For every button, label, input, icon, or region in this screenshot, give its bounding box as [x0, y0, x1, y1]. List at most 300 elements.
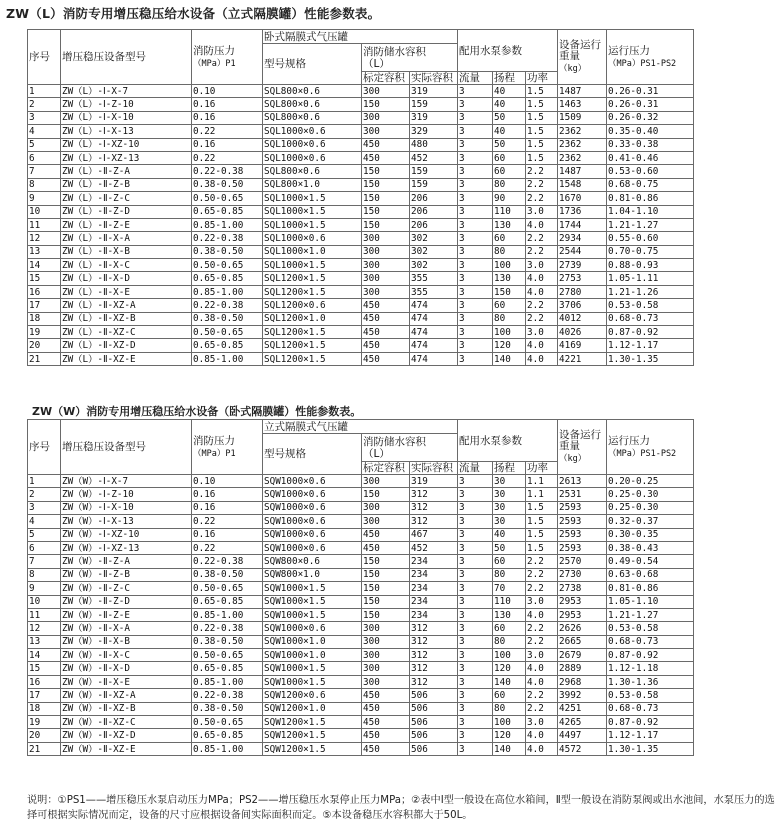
cell-power: 4.0 [526, 729, 558, 742]
cell-flow: 3 [458, 312, 493, 325]
cell-power: 1.5 [526, 541, 558, 554]
cell-model: ZW（W）-Ⅰ-X-7 [61, 475, 192, 488]
table-row [28, 138, 694, 151]
cell-fire-pressure: 0.22 [192, 125, 263, 138]
cell-store-actual: 312 [410, 635, 458, 648]
cell-store-actual: 206 [410, 205, 458, 218]
cell-fire-pressure: 0.85-1.00 [192, 218, 263, 231]
cell-seq: 6 [28, 151, 61, 164]
cell-model: ZW（L）-Ⅰ-XZ-10 [61, 138, 192, 151]
cell-weight: 1744 [558, 218, 607, 231]
cell-weight: 2531 [558, 488, 607, 501]
header-flow: 流量 [458, 72, 493, 85]
cell-tank-model: SQL1200×1.0 [263, 312, 362, 325]
cell-flow: 3 [458, 218, 493, 231]
cell-fire-pressure: 0.65-0.85 [192, 339, 263, 352]
cell-store-actual: 474 [410, 312, 458, 325]
cell-head: 140 [493, 675, 526, 688]
cell-fire-pressure: 0.10 [192, 475, 263, 488]
cell-model: ZW（W）-Ⅱ-X-E [61, 675, 192, 688]
cell-store-standard: 300 [362, 662, 410, 675]
cell-weight: 2968 [558, 675, 607, 688]
cell-seq: 3 [28, 111, 61, 124]
cell-fire-pressure: 0.85-1.00 [192, 285, 263, 298]
table1-body [28, 85, 694, 366]
cell-head: 140 [493, 352, 526, 365]
cell-power: 4.0 [526, 675, 558, 688]
cell-seq: 20 [28, 729, 61, 742]
cell-op-pressure: 0.41-0.46 [607, 151, 694, 164]
cell-head: 40 [493, 528, 526, 541]
table-row [28, 178, 694, 191]
cell-power: 1.5 [526, 528, 558, 541]
header-fire-pressure-unit: （MPa）P1 [193, 448, 236, 459]
cell-seq: 2 [28, 98, 61, 111]
cell-model: ZW（W）-Ⅰ-X-10 [61, 501, 192, 514]
cell-model: ZW（W）-Ⅱ-Z-E [61, 608, 192, 621]
cell-model: ZW（W）-Ⅱ-XZ-D [61, 729, 192, 742]
cell-fire-pressure: 0.22 [192, 515, 263, 528]
cell-tank-model: SQL1200×0.6 [263, 299, 362, 312]
cell-op-pressure: 0.25-0.30 [607, 488, 694, 501]
cell-op-pressure: 1.30-1.35 [607, 742, 694, 755]
cell-store-standard: 300 [362, 232, 410, 245]
cell-seq: 15 [28, 272, 61, 285]
table-row [28, 165, 694, 178]
cell-fire-pressure: 0.16 [192, 138, 263, 151]
cell-head: 70 [493, 582, 526, 595]
table-row [28, 98, 694, 111]
cell-store-actual: 312 [410, 515, 458, 528]
cell-model: ZW（W）-Ⅰ-XZ-13 [61, 541, 192, 554]
cell-seq: 13 [28, 245, 61, 258]
cell-model: ZW（W）-Ⅱ-Z-D [61, 595, 192, 608]
table-row [28, 622, 694, 635]
cell-model: ZW（W）-Ⅱ-X-D [61, 662, 192, 675]
cell-store-standard: 300 [362, 85, 410, 98]
cell-fire-pressure: 0.50-0.65 [192, 192, 263, 205]
cell-fire-pressure: 0.22-0.38 [192, 555, 263, 568]
header-store-actual: 实际容积 [410, 72, 458, 85]
cell-seq: 17 [28, 689, 61, 702]
cell-power: 4.0 [526, 662, 558, 675]
cell-store-standard: 450 [362, 689, 410, 702]
cell-weight: 2362 [558, 138, 607, 151]
cell-fire-pressure: 0.65-0.85 [192, 205, 263, 218]
cell-flow: 3 [458, 716, 493, 729]
cell-store-actual: 474 [410, 326, 458, 339]
cell-op-pressure: 1.05-1.11 [607, 272, 694, 285]
table-row [28, 742, 694, 755]
table-row [28, 702, 694, 715]
cell-flow: 3 [458, 85, 493, 98]
cell-seq: 18 [28, 312, 61, 325]
cell-tank-model: SQL800×1.0 [263, 178, 362, 191]
cell-head: 60 [493, 622, 526, 635]
cell-op-pressure: 0.88-0.93 [607, 259, 694, 272]
cell-weight: 2362 [558, 151, 607, 164]
header-head: 扬程 [493, 72, 526, 85]
cell-model: ZW（L）-Ⅱ-Z-B [61, 178, 192, 191]
table-row [28, 299, 694, 312]
cell-model: ZW（L）-Ⅱ-X-B [61, 245, 192, 258]
cell-weight: 4169 [558, 339, 607, 352]
header-power: 功率 [526, 462, 558, 475]
cell-fire-pressure: 0.16 [192, 488, 263, 501]
cell-fire-pressure: 0.22-0.38 [192, 232, 263, 245]
header-model: 增压稳压设备型号 [61, 30, 192, 85]
header-power: 功率 [526, 72, 558, 85]
cell-op-pressure: 0.49-0.54 [607, 555, 694, 568]
table-row [28, 635, 694, 648]
cell-power: 3.0 [526, 326, 558, 339]
cell-fire-pressure: 0.16 [192, 98, 263, 111]
cell-flow: 3 [458, 272, 493, 285]
cell-flow: 3 [458, 515, 493, 528]
cell-power: 4.0 [526, 608, 558, 621]
cell-seq: 1 [28, 475, 61, 488]
cell-op-pressure: 0.53-0.58 [607, 689, 694, 702]
header-store-label: 消防储水容积 [363, 45, 426, 58]
cell-tank-model: SQW1000×1.5 [263, 595, 362, 608]
cell-weight: 3992 [558, 689, 607, 702]
cell-model: ZW（W）-Ⅰ-Z-10 [61, 488, 192, 501]
cell-flow: 3 [458, 245, 493, 258]
header-store-standard: 标定容积 [362, 462, 410, 475]
cell-power: 1.1 [526, 488, 558, 501]
cell-flow: 3 [458, 742, 493, 755]
cell-model: ZW（L）-Ⅱ-Z-E [61, 218, 192, 231]
cell-op-pressure: 0.30-0.35 [607, 528, 694, 541]
cell-head: 140 [493, 742, 526, 755]
cell-tank-model: SQW1000×0.6 [263, 528, 362, 541]
cell-seq: 10 [28, 595, 61, 608]
cell-head: 80 [493, 312, 526, 325]
table-row [28, 568, 694, 581]
cell-power: 3.0 [526, 259, 558, 272]
cell-op-pressure: 1.21-1.26 [607, 285, 694, 298]
cell-tank-model: SQW1200×1.5 [263, 729, 362, 742]
cell-store-standard: 150 [362, 568, 410, 581]
header-weight-label: 设备运行重量 [559, 428, 601, 452]
cell-store-actual: 467 [410, 528, 458, 541]
cell-op-pressure: 0.87-0.92 [607, 649, 694, 662]
cell-tank-model: SQW1200×0.6 [263, 689, 362, 702]
cell-store-actual: 312 [410, 675, 458, 688]
cell-weight: 1509 [558, 111, 607, 124]
cell-weight: 2780 [558, 285, 607, 298]
cell-tank-model: SQL1000×1.5 [263, 259, 362, 272]
cell-seq: 14 [28, 259, 61, 272]
cell-store-actual: 452 [410, 541, 458, 554]
cell-flow: 3 [458, 582, 493, 595]
header-tank-model: 型号规格 [263, 434, 362, 475]
cell-model: ZW（W）-Ⅱ-Z-A [61, 555, 192, 568]
cell-op-pressure: 1.21-1.27 [607, 218, 694, 231]
cell-store-actual: 474 [410, 299, 458, 312]
cell-tank-model: SQL1000×1.5 [263, 218, 362, 231]
cell-model: ZW（L）-Ⅱ-X-C [61, 259, 192, 272]
cell-store-actual: 206 [410, 192, 458, 205]
cell-store-actual: 474 [410, 339, 458, 352]
header-fire-pressure-label: 消防压力 [193, 434, 235, 447]
cell-weight: 1487 [558, 165, 607, 178]
header-op-pressure-unit: （MPa）PS1-PS2 [608, 58, 677, 69]
cell-weight: 2570 [558, 555, 607, 568]
table-row [28, 501, 694, 514]
cell-weight: 2739 [558, 259, 607, 272]
cell-store-standard: 450 [362, 151, 410, 164]
cell-store-actual: 474 [410, 352, 458, 365]
cell-store-actual: 302 [410, 245, 458, 258]
cell-model: ZW（L）-Ⅱ-XZ-D [61, 339, 192, 352]
cell-seq: 21 [28, 742, 61, 755]
cell-store-standard: 300 [362, 635, 410, 648]
cell-weight: 2626 [558, 622, 607, 635]
table-row [28, 326, 694, 339]
table-row [28, 555, 694, 568]
cell-weight: 2593 [558, 501, 607, 514]
cell-head: 40 [493, 85, 526, 98]
table-row [28, 541, 694, 554]
cell-op-pressure: 0.38-0.43 [607, 541, 694, 554]
cell-flow: 3 [458, 192, 493, 205]
cell-fire-pressure: 0.16 [192, 501, 263, 514]
cell-model: ZW（L）-Ⅱ-Z-D [61, 205, 192, 218]
cell-flow: 3 [458, 689, 493, 702]
cell-head: 100 [493, 259, 526, 272]
cell-head: 40 [493, 125, 526, 138]
cell-power: 2.2 [526, 582, 558, 595]
cell-flow: 3 [458, 541, 493, 554]
cell-tank-model: SQL800×0.6 [263, 85, 362, 98]
cell-tank-model: SQW1000×1.5 [263, 662, 362, 675]
cell-store-standard: 300 [362, 501, 410, 514]
cell-fire-pressure: 0.10 [192, 85, 263, 98]
cell-power: 3.0 [526, 716, 558, 729]
cell-seq: 13 [28, 635, 61, 648]
cell-op-pressure: 0.33-0.38 [607, 138, 694, 151]
cell-tank-model: SQL1200×1.5 [263, 285, 362, 298]
cell-weight: 4572 [558, 742, 607, 755]
cell-flow: 3 [458, 675, 493, 688]
cell-head: 110 [493, 595, 526, 608]
cell-head: 130 [493, 218, 526, 231]
cell-store-actual: 312 [410, 488, 458, 501]
cell-seq: 11 [28, 608, 61, 621]
header-op-pressure [607, 420, 694, 475]
cell-weight: 1463 [558, 98, 607, 111]
cell-tank-model: SQW1000×0.6 [263, 475, 362, 488]
cell-weight: 1736 [558, 205, 607, 218]
cell-power: 4.0 [526, 218, 558, 231]
cell-head: 120 [493, 729, 526, 742]
table-row [28, 339, 694, 352]
cell-flow: 3 [458, 165, 493, 178]
table-row [28, 729, 694, 742]
cell-power: 2.2 [526, 178, 558, 191]
cell-store-standard: 150 [362, 595, 410, 608]
cell-head: 50 [493, 541, 526, 554]
cell-store-standard: 150 [362, 218, 410, 231]
cell-store-actual: 329 [410, 125, 458, 138]
cell-head: 110 [493, 205, 526, 218]
cell-head: 130 [493, 272, 526, 285]
cell-model: ZW（L）-Ⅱ-X-D [61, 272, 192, 285]
cell-store-standard: 150 [362, 98, 410, 111]
cell-tank-model: SQL1000×1.0 [263, 245, 362, 258]
header-fire-pressure [192, 30, 263, 85]
cell-weight: 2934 [558, 232, 607, 245]
cell-power: 2.2 [526, 312, 558, 325]
cell-power: 3.0 [526, 649, 558, 662]
spec-table-2 [27, 419, 694, 756]
cell-flow: 3 [458, 352, 493, 365]
header-op-pressure-label: 运行压力 [608, 434, 650, 447]
cell-tank-model: SQL1000×0.6 [263, 151, 362, 164]
cell-op-pressure: 0.53-0.58 [607, 299, 694, 312]
cell-flow: 3 [458, 178, 493, 191]
cell-store-standard: 300 [362, 111, 410, 124]
cell-store-standard: 300 [362, 475, 410, 488]
cell-weight: 4497 [558, 729, 607, 742]
cell-flow: 3 [458, 138, 493, 151]
cell-power: 1.5 [526, 151, 558, 164]
cell-op-pressure: 1.12-1.18 [607, 662, 694, 675]
cell-store-standard: 300 [362, 272, 410, 285]
header-tank-group: 立式隔膜式气压罐 [263, 420, 458, 434]
cell-model: ZW（W）-Ⅱ-X-A [61, 622, 192, 635]
cell-weight: 2953 [558, 595, 607, 608]
header-store-actual: 实际容积 [410, 462, 458, 475]
cell-op-pressure: 0.81-0.86 [607, 192, 694, 205]
header-store-volume [362, 44, 458, 72]
cell-seq: 19 [28, 326, 61, 339]
cell-store-actual: 506 [410, 716, 458, 729]
cell-model: ZW（L）-Ⅱ-X-E [61, 285, 192, 298]
cell-op-pressure: 0.53-0.58 [607, 622, 694, 635]
cell-store-standard: 150 [362, 192, 410, 205]
cell-power: 4.0 [526, 285, 558, 298]
cell-store-standard: 450 [362, 742, 410, 755]
cell-store-actual: 480 [410, 138, 458, 151]
cell-store-actual: 312 [410, 649, 458, 662]
cell-power: 2.2 [526, 245, 558, 258]
cell-head: 30 [493, 488, 526, 501]
cell-flow: 3 [458, 259, 493, 272]
table-row [28, 192, 694, 205]
cell-seq: 15 [28, 662, 61, 675]
table-row [28, 515, 694, 528]
cell-fire-pressure: 0.50-0.65 [192, 582, 263, 595]
cell-seq: 12 [28, 622, 61, 635]
table-row [28, 595, 694, 608]
header-op-pressure [607, 30, 694, 85]
cell-model: ZW（L）-Ⅰ-X-10 [61, 111, 192, 124]
cell-store-actual: 302 [410, 232, 458, 245]
cell-model: ZW（W）-Ⅱ-X-B [61, 635, 192, 648]
cell-fire-pressure: 0.38-0.50 [192, 245, 263, 258]
cell-flow: 3 [458, 205, 493, 218]
header-op-pressure-label: 运行压力 [608, 44, 650, 57]
cell-store-standard: 150 [362, 608, 410, 621]
cell-head: 50 [493, 138, 526, 151]
cell-flow: 3 [458, 285, 493, 298]
cell-model: ZW（W）-Ⅱ-XZ-B [61, 702, 192, 715]
cell-power: 1.5 [526, 98, 558, 111]
cell-power: 4.0 [526, 272, 558, 285]
header-weight-unit: （kg） [559, 63, 587, 74]
cell-tank-model: SQW1200×1.5 [263, 742, 362, 755]
cell-seq: 8 [28, 178, 61, 191]
cell-power: 1.5 [526, 85, 558, 98]
cell-seq: 11 [28, 218, 61, 231]
cell-head: 120 [493, 339, 526, 352]
cell-model: ZW（L）-Ⅱ-Z-C [61, 192, 192, 205]
table-row [28, 125, 694, 138]
cell-flow: 3 [458, 501, 493, 514]
cell-op-pressure: 0.70-0.75 [607, 245, 694, 258]
cell-head: 90 [493, 192, 526, 205]
cell-power: 2.2 [526, 689, 558, 702]
cell-head: 30 [493, 475, 526, 488]
cell-head: 60 [493, 555, 526, 568]
cell-seq: 5 [28, 528, 61, 541]
cell-weight: 2613 [558, 475, 607, 488]
cell-store-actual: 319 [410, 85, 458, 98]
cell-store-actual: 506 [410, 689, 458, 702]
cell-flow: 3 [458, 555, 493, 568]
cell-power: 2.2 [526, 555, 558, 568]
cell-tank-model: SQL1000×0.6 [263, 232, 362, 245]
cell-seq: 4 [28, 125, 61, 138]
cell-tank-model: SQL800×0.6 [263, 165, 362, 178]
cell-seq: 14 [28, 649, 61, 662]
cell-weight: 4026 [558, 326, 607, 339]
header-fire-pressure [192, 420, 263, 475]
table-row [28, 352, 694, 365]
cell-tank-model: SQW1200×1.0 [263, 702, 362, 715]
cell-weight: 4221 [558, 352, 607, 365]
cell-weight: 2362 [558, 125, 607, 138]
cell-fire-pressure: 0.65-0.85 [192, 729, 263, 742]
cell-store-standard: 300 [362, 515, 410, 528]
cell-power: 1.5 [526, 111, 558, 124]
cell-seq: 16 [28, 285, 61, 298]
cell-seq: 9 [28, 582, 61, 595]
cell-head: 80 [493, 178, 526, 191]
cell-head: 50 [493, 111, 526, 124]
table-row [28, 675, 694, 688]
table-row [28, 528, 694, 541]
cell-fire-pressure: 0.65-0.85 [192, 595, 263, 608]
spec-table-1 [27, 29, 694, 366]
cell-store-actual: 319 [410, 111, 458, 124]
header-store-standard: 标定容积 [362, 72, 410, 85]
cell-fire-pressure: 0.22-0.38 [192, 299, 263, 312]
cell-model: ZW（L）-Ⅰ-X-7 [61, 85, 192, 98]
table2-body [28, 475, 694, 756]
cell-store-actual: 506 [410, 729, 458, 742]
cell-store-standard: 300 [362, 285, 410, 298]
table-row [28, 608, 694, 621]
cell-seq: 21 [28, 352, 61, 365]
cell-store-actual: 312 [410, 501, 458, 514]
cell-tank-model: SQW1200×1.5 [263, 716, 362, 729]
cell-model: ZW（W）-Ⅱ-Z-B [61, 568, 192, 581]
cell-op-pressure: 0.68-0.73 [607, 635, 694, 648]
table-row [28, 272, 694, 285]
